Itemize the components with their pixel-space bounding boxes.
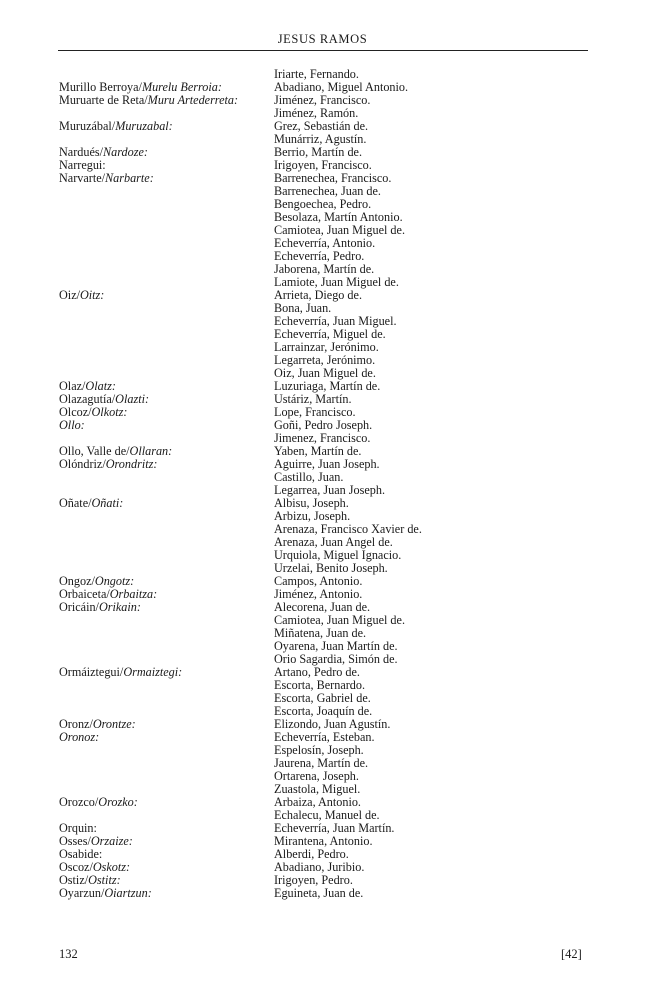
- place-basque: Olazti:: [115, 392, 150, 406]
- person-name: Legarrea, Juan Joseph.: [274, 483, 385, 497]
- place-name: [59, 497, 123, 510]
- place-basque: Muru Artederreta:: [147, 93, 239, 107]
- person-name: Echeverría, Antonio.: [274, 236, 376, 250]
- person-name: Barrenechea, Francisco.: [274, 171, 392, 185]
- person-name: Iriarte, Fernando.: [274, 67, 359, 81]
- place-basque: Orzaize:: [90, 834, 133, 848]
- person-name: Echalecu, Manuel de.: [274, 808, 380, 822]
- person-name: Abadiano, Miguel Antonio.: [274, 80, 409, 94]
- place-basque: Ongotz:: [94, 574, 135, 588]
- place-basque: Olatz:: [85, 379, 116, 393]
- person-name: Yaben, Martín de.: [274, 444, 362, 458]
- place-name: [59, 120, 173, 133]
- person-name: Castillo, Juan.: [274, 470, 344, 484]
- place-basque: Murelu Berroia:: [141, 80, 222, 94]
- person-name: Ortarena, Joseph.: [274, 769, 359, 783]
- person-name: Luzuriaga, Martín de.: [274, 379, 381, 393]
- person-name: Escorta, Gabriel de.: [274, 691, 371, 705]
- page-number: 132: [59, 947, 78, 961]
- person-name: Bengoechea, Pedro.: [274, 197, 372, 211]
- person-name: Alberdi, Pedro.: [274, 847, 349, 861]
- place-roman: Murillo Berroya/: [59, 80, 142, 94]
- place-name: [59, 666, 182, 679]
- person-name: Irigoyen, Pedro.: [274, 873, 353, 887]
- person-name: Grez, Sebastián de.: [274, 119, 369, 133]
- person-name: Alecorena, Juan de.: [274, 600, 371, 614]
- place-roman: Ormáiztegui/: [59, 665, 124, 679]
- place-name: [59, 419, 85, 432]
- person-name: Arbaiza, Antonio.: [274, 795, 361, 809]
- person-name: Oyarena, Juan Martín de.: [274, 639, 398, 653]
- person-name: Espelosín, Joseph.: [274, 743, 364, 757]
- person-name: Escorta, Joaquín de.: [274, 704, 373, 718]
- place-basque: Orozko:: [98, 795, 138, 809]
- person-name: Jaurena, Martín de.: [274, 756, 369, 770]
- place-basque: Ostitz:: [88, 873, 121, 887]
- place-basque: Ormaiztegi:: [123, 665, 183, 679]
- place-roman: Ollo, Valle de/: [59, 444, 130, 458]
- place-name: [59, 458, 157, 471]
- person-name: Bona, Juan.: [274, 301, 332, 315]
- place-roman: Olazagutía/: [59, 392, 116, 406]
- place-roman: Narregui:: [59, 158, 106, 172]
- place-roman: Oyarzun/: [59, 886, 105, 900]
- person-name: Jaborena, Martín de.: [274, 262, 375, 276]
- place-roman: Muruarte de Reta/: [59, 93, 148, 107]
- person-name: Jimenez, Francisco.: [274, 431, 371, 445]
- place-basque: Ollo:: [59, 418, 85, 432]
- person-name: Eguineta, Juan de.: [274, 886, 364, 900]
- person-name: Zuastola, Miguel.: [274, 782, 361, 796]
- place-roman: Osabide:: [59, 847, 103, 861]
- person-name: Orio Sagardia, Simón de.: [274, 652, 398, 666]
- place-name: [59, 94, 238, 107]
- place-name: [59, 796, 138, 809]
- person-name: Jiménez, Francisco.: [274, 93, 371, 107]
- place-roman: Osses/: [59, 834, 91, 848]
- person-name: Arrieta, Diego de.: [274, 288, 362, 302]
- place-roman: Oiz/: [59, 288, 80, 302]
- person-name: Oiz, Juan Miguel de.: [274, 366, 376, 380]
- person-name: Larrainzar, Jerónimo.: [274, 340, 379, 354]
- running-header: JESUS RAMOS: [277, 32, 368, 46]
- person-name: Escorta, Bernardo.: [274, 678, 366, 692]
- person-name: Camiotea, Juan Miguel de.: [274, 613, 405, 627]
- place-basque: Oronoz:: [59, 730, 100, 744]
- person-name: Berrio, Martín de.: [274, 145, 362, 159]
- person-name: Echeverría, Juan Miguel.: [274, 314, 397, 328]
- person-name: Campos, Antonio.: [274, 574, 363, 588]
- person-name: Besolaza, Martín Antonio.: [274, 210, 403, 224]
- person-name: Lamiote, Juan Miguel de.: [274, 275, 399, 289]
- person-name: Camiotea, Juan Miguel de.: [274, 223, 405, 237]
- place-roman: Muruzábal/: [59, 119, 116, 133]
- person-name: Artano, Pedro de.: [274, 665, 360, 679]
- place-basque: Olkotz:: [91, 405, 128, 419]
- person-name: Munárriz, Agustín.: [274, 132, 367, 146]
- bracket-page-number: [42]: [561, 947, 582, 961]
- place-roman: Oscoz/: [59, 860, 93, 874]
- place-basque: Ollaran:: [129, 444, 173, 458]
- person-name: Ustáriz, Martín.: [274, 392, 352, 406]
- place-roman: Olaz/: [59, 379, 86, 393]
- place-roman: Nardués/: [59, 145, 103, 159]
- place-roman: Narvarte/: [59, 171, 106, 185]
- person-name: Jiménez, Ramón.: [274, 106, 359, 120]
- person-name: Arenaza, Francisco Xavier de.: [274, 522, 422, 536]
- person-name: Arenaza, Juan Angel de.: [274, 535, 393, 549]
- person-name: Abadiano, Juribio.: [274, 860, 365, 874]
- header-rule: [58, 50, 588, 51]
- entry-row: [0, 887, 645, 900]
- person-name: Arbizu, Joseph.: [274, 509, 351, 523]
- place-basque: Muruzabal:: [115, 119, 173, 133]
- person-name: Goñi, Pedro Joseph.: [274, 418, 373, 432]
- person-name: Legarreta, Jerónimo.: [274, 353, 376, 367]
- person-name: Echeverría, Pedro.: [274, 249, 365, 263]
- person-name: Echeverría, Juan Martín.: [274, 821, 395, 835]
- place-roman: Ongoz/: [59, 574, 95, 588]
- place-basque: Nardoze:: [103, 145, 148, 159]
- place-roman: Oricáin/: [59, 600, 99, 614]
- place-basque: Narbarte:: [105, 171, 154, 185]
- entry-list: [0, 68, 645, 900]
- person-name: Barrenechea, Juan de.: [274, 184, 381, 198]
- place-roman: Ostiz/: [59, 873, 89, 887]
- place-basque: Oiartzun:: [104, 886, 152, 900]
- place-roman: Orozco/: [59, 795, 99, 809]
- person-name: Albisu, Joseph.: [274, 496, 349, 510]
- person-name: Urquiola, Miguel Ignacio.: [274, 548, 402, 562]
- place-roman: Oronz/: [59, 717, 93, 731]
- person-name: Urzelai, Benito Joseph.: [274, 561, 388, 575]
- person-name: Jiménez, Antonio.: [274, 587, 363, 601]
- place-basque: Orikain:: [98, 600, 141, 614]
- place-roman: Olcoz/: [59, 405, 92, 419]
- place-basque: Oñati:: [91, 496, 124, 510]
- place-roman: Orquin:: [59, 821, 97, 835]
- person-name: Mirantena, Antonio.: [274, 834, 373, 848]
- place-basque: Orbaitza:: [109, 587, 158, 601]
- place-roman: Orbaiceta/: [59, 587, 110, 601]
- person-name: Miñatena, Juan de.: [274, 626, 367, 640]
- place-name: [59, 731, 99, 744]
- place-basque: Oskotz:: [92, 860, 131, 874]
- person-name: Echeverría, Esteban.: [274, 730, 375, 744]
- place-name: [59, 887, 152, 900]
- place-roman: Oñate/: [59, 496, 92, 510]
- person-name: Echeverría, Miguel de.: [274, 327, 386, 341]
- place-basque: Orondritz:: [105, 457, 158, 471]
- person-name: Elizondo, Juan Agustín.: [274, 717, 391, 731]
- place-roman: Olóndriz/: [59, 457, 106, 471]
- place-name: [59, 172, 154, 185]
- person-name: Lope, Francisco.: [274, 405, 356, 419]
- person-name: Aguirre, Juan Joseph.: [274, 457, 380, 471]
- person-name: Irigoyen, Francisco.: [274, 158, 372, 172]
- place-basque: Oitz:: [79, 288, 105, 302]
- place-name: [59, 601, 141, 614]
- place-name: [59, 289, 104, 302]
- place-basque: Orontze:: [92, 717, 136, 731]
